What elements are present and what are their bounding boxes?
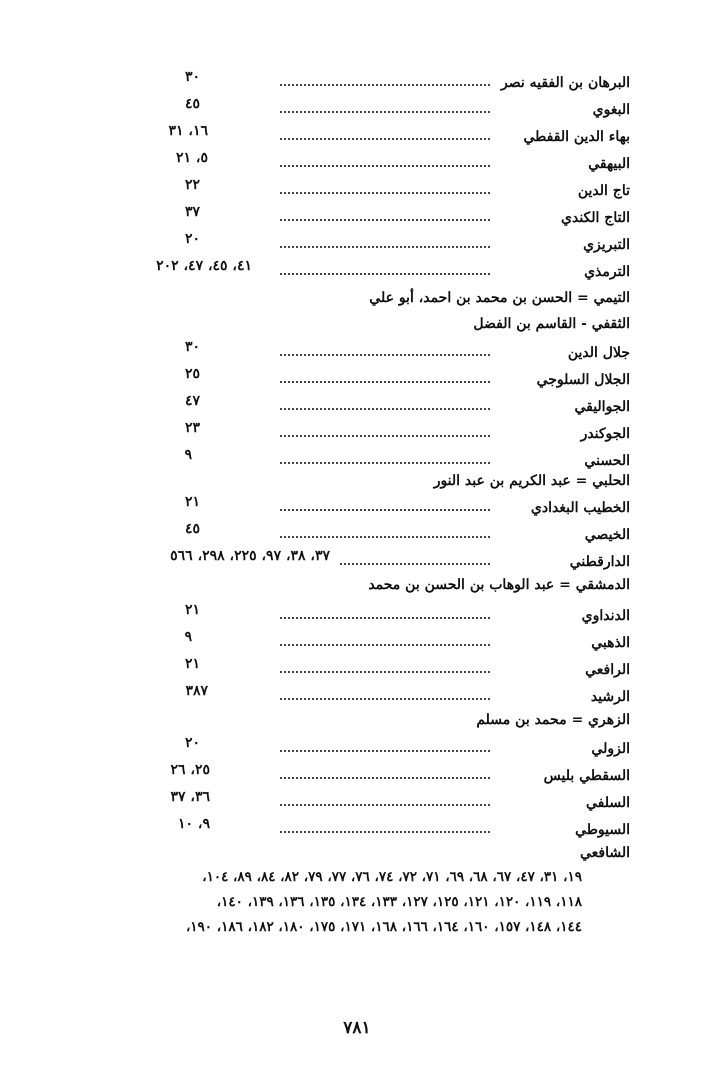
entry-name: البغوي <box>592 102 630 118</box>
entry-pages: ٣٧ <box>184 204 200 220</box>
entry-name: بهاء الدين القفطي <box>523 129 630 145</box>
entry-name: التبريزي <box>583 237 630 253</box>
entry-pages: ٢٥ <box>184 366 200 382</box>
leader-dots <box>280 509 490 511</box>
entry-heading: الشافعي <box>579 845 630 861</box>
entry-pages: ١٦، ٣١ <box>168 123 208 139</box>
entry-name: الخطيب البغدادي <box>530 500 630 516</box>
entry-pages: ٢١ <box>184 656 200 672</box>
index-entry <box>90 789 630 818</box>
entry-pages: ٢٣ <box>184 420 200 436</box>
entry-pages: ٢٥، ٢٦ <box>170 762 210 778</box>
entry-pages: ٤١، ٤٥، ٤٧، ٢٠٢ <box>156 258 252 274</box>
leader-dots <box>280 671 490 673</box>
entry-name: السقطي بليس <box>543 768 630 784</box>
entry-pages: ٤٧ <box>184 393 200 409</box>
leader-dots <box>280 354 490 356</box>
index-entry <box>90 339 630 368</box>
entry-name: البيهقي <box>588 156 630 172</box>
entry-name: الجلال السلوجي <box>536 372 630 388</box>
index-entry <box>90 420 630 449</box>
entry-name: الدنداوي <box>581 608 630 624</box>
index-entry <box>90 69 630 98</box>
entry-name: جلال الدين <box>567 345 630 361</box>
entry-pages: ٤٥ <box>184 96 200 112</box>
leader-dots <box>280 381 490 383</box>
leader-dots <box>280 273 490 275</box>
entry-pages: ٤٥ <box>184 521 200 537</box>
entry-pages: ٢١ <box>184 494 200 510</box>
index-entry <box>90 204 630 233</box>
cross-reference: الحلبي = عبد الكريم بن عبد النور <box>433 473 630 489</box>
leader-dots <box>280 777 490 779</box>
index-entry <box>90 393 630 422</box>
entry-pages: ٣٧، ٣٨، ٩٧، ٢٢٥، ٢٩٨، ٥٦٦ <box>170 548 330 564</box>
index-entry <box>90 258 630 287</box>
index-entry <box>90 366 630 395</box>
leader-dots <box>280 536 490 538</box>
leader-dots <box>280 462 490 464</box>
entry-name: الخيصي <box>584 527 630 543</box>
entry-pages: ٢٢ <box>184 177 200 193</box>
entry-name: الرشيد <box>590 689 630 705</box>
entry-name: السيوطي <box>575 822 630 838</box>
entry-name: الترمذي <box>584 264 630 280</box>
leader-dots <box>280 408 490 410</box>
leader-dots <box>280 698 490 700</box>
entry-pages: ٩ <box>184 447 192 463</box>
index-entry <box>90 629 630 658</box>
leader-dots <box>280 84 490 86</box>
entry-name: التاج الكندي <box>561 210 630 226</box>
entry-pages: ٣٠ <box>184 339 200 355</box>
leader-dots <box>280 192 490 194</box>
index-entry <box>90 150 630 179</box>
leader-dots <box>280 219 490 221</box>
leader-dots <box>280 617 490 619</box>
leader-dots <box>280 111 490 113</box>
entry-name: الزولي <box>591 741 630 757</box>
entry-name: الذهبي <box>591 635 630 651</box>
index-entry <box>90 123 630 152</box>
continuation-line: ١١٨، ١١٩، ١٢٠، ١٢١، ١٢٥، ١٢٧، ١٣٣، ١٣٤، ١٣٥، ١٣٦، ١٣٩، ١٤٠، <box>216 894 582 910</box>
index-entry <box>90 602 630 631</box>
entry-pages: ٢٠ <box>184 735 200 751</box>
leader-dots <box>340 563 490 565</box>
entry-pages: ٩، ١٠ <box>178 816 210 832</box>
entry-name: الرافعي <box>585 662 630 678</box>
leader-dots <box>280 435 490 437</box>
cross-reference: الدمشقي = عبد الوهاب بن الحسن بن محمد <box>368 577 630 593</box>
leader-dots <box>280 246 490 248</box>
index-entry <box>90 177 630 206</box>
index-entry <box>90 494 630 523</box>
index-entry <box>90 656 630 685</box>
entry-pages: ٣٨٧ <box>185 683 208 699</box>
entry-name: الدارقطني <box>569 554 630 570</box>
leader-dots <box>280 165 490 167</box>
page-number: ٧٨١ <box>343 1018 371 1038</box>
cross-reference: الثقفي - القاسم بن الفضل <box>473 316 630 332</box>
entry-name: الجواليقي <box>574 399 630 415</box>
leader-dots <box>280 138 490 140</box>
entry-pages: ٣٠ <box>184 69 200 85</box>
entry-name: الحسني <box>584 453 630 469</box>
continuation-line: ١٤٤، ١٤٨، ١٥٧، ١٦٠، ١٦٤، ١٦٦، ١٦٨، ١٧١، ١٧٥، ١٨٠، ١٨٢، ١٨٦، ١٩٠، <box>185 919 582 935</box>
entry-name: السلفي <box>585 795 630 811</box>
entry-name: البرهان بن الفقيه نصر <box>500 75 630 91</box>
entry-pages: ٢٠ <box>184 231 200 247</box>
entry-name: تاج الدين <box>577 183 630 199</box>
continuation-line: ١٩، ٣١، ٤٧، ٦٧، ٦٨، ٦٩، ٧١، ٧٢، ٧٤، ٧٦، ٧٧، ٧٩، ٨٢، ٨٤، ٨٩، ١٠٤، <box>202 869 582 885</box>
cross-reference: الزهري = محمد بن مسلم <box>476 712 630 728</box>
leader-dots <box>280 831 490 833</box>
leader-dots <box>280 750 490 752</box>
entry-pages: ٢١ <box>184 602 200 618</box>
leader-dots <box>280 804 490 806</box>
cross-reference: التيمي = الحسن بن محمد بن احمد، أبو علي <box>369 290 630 306</box>
entry-pages: ٣٦، ٣٧ <box>170 789 210 805</box>
leader-dots <box>280 644 490 646</box>
entry-name: الجوكندر <box>580 426 630 442</box>
entry-pages: ٩ <box>184 629 192 645</box>
entry-pages: ٥، ٢١ <box>176 150 208 166</box>
